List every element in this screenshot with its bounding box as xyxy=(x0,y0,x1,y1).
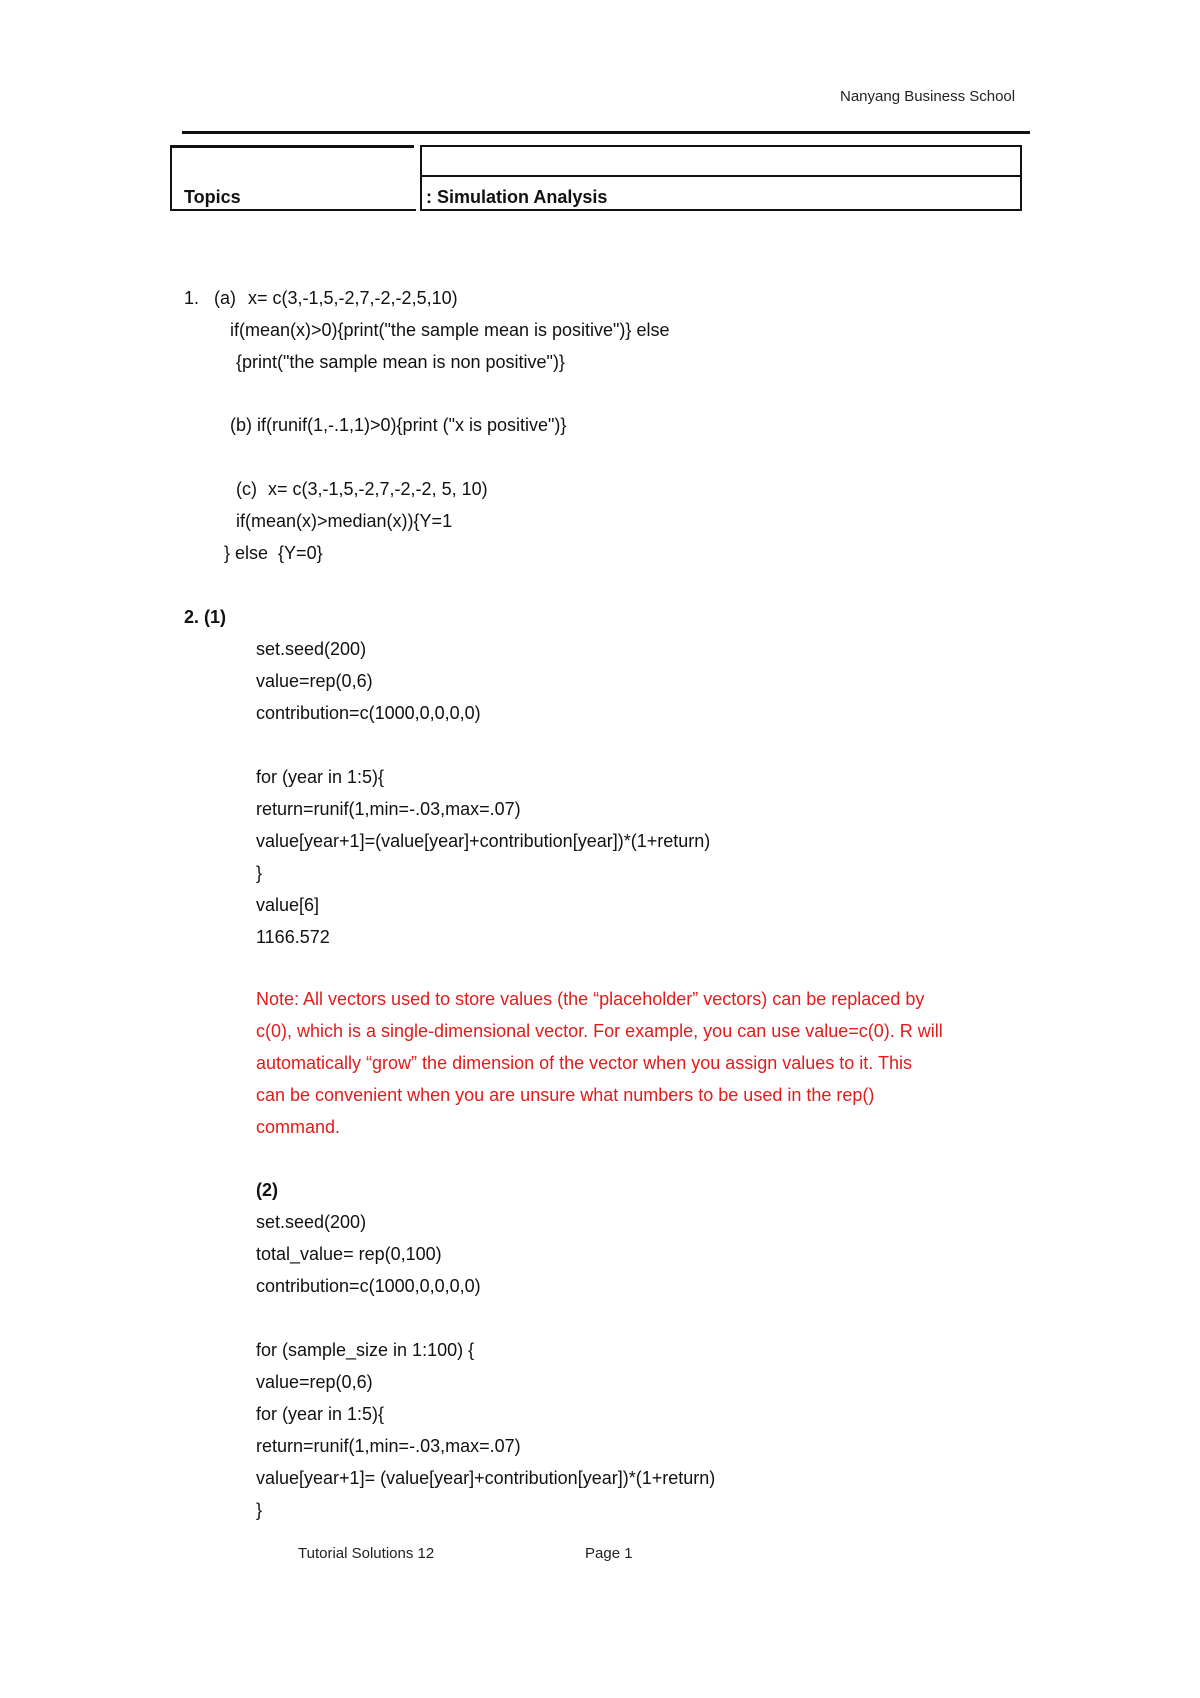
q2p2-line: return=runif(1,min=-.03,max=.07) xyxy=(256,1436,521,1456)
q2note-line: command. xyxy=(256,1117,341,1137)
q2-part2-label: (2) xyxy=(256,1180,278,1200)
topic-table xyxy=(170,145,1022,211)
footer-page-label: Page 1 xyxy=(585,1545,633,1562)
q2note-line: Note: All vectors used to store values (the “placeholder” vectors) can be replaced by xyxy=(256,989,925,1009)
q1-c-line3: } else {Y=0} xyxy=(224,543,323,563)
q1-b-line1: (b) if(runif(1,-.1,1)>0){print ("x is positive")} xyxy=(230,415,567,435)
q2p1-line: return=runif(1,min=-.03,max=.07) xyxy=(256,799,521,819)
q1-c-line2: if(mean(x)>median(x)){Y=1 xyxy=(236,511,453,531)
header-school-name: Nanyang Business School xyxy=(840,88,1016,105)
q2p1-line: for (year in 1:5){ xyxy=(256,767,385,787)
q1-c-line1: x= c(3,-1,5,-2,7,-2,-2, 5, 10) xyxy=(268,479,488,499)
q2p2-line: } xyxy=(256,1500,263,1520)
q2p2-line: value=rep(0,6) xyxy=(256,1372,373,1392)
topics-value: : Simulation Analysis xyxy=(426,187,608,207)
q2p2-line: total_value= rep(0,100) xyxy=(256,1244,442,1264)
q2p1-line: 1166.572 xyxy=(256,927,330,947)
q2p1-line: value[6] xyxy=(256,895,320,915)
q1-a-line2: if(mean(x)>0){print("the sample mean is positive")} else xyxy=(230,320,670,340)
q2note-line: can be convenient when you are unsure what numbers to be used in the rep() xyxy=(256,1085,875,1105)
q2p2-line: contribution=c(1000,0,0,0,0) xyxy=(256,1276,481,1296)
q2p2-line: for (sample_size in 1:100) { xyxy=(256,1340,475,1360)
q2note-line: automatically “grow” the dimension of the vector when you assign values to it. This xyxy=(256,1053,912,1073)
q2p1-line: value[year+1]=(value[year]+contribution[year])*(1+return) xyxy=(256,831,711,851)
q2p1-line: } xyxy=(256,863,263,883)
q2-number: 2. (1) xyxy=(184,607,227,627)
q2p1-line: set.seed(200) xyxy=(256,639,367,659)
table-bottom-border-left xyxy=(170,209,416,211)
q1-a-line1: x= c(3,-1,5,-2,7,-2,-2,5,10) xyxy=(248,288,458,308)
q2p2-line: set.seed(200) xyxy=(256,1212,367,1232)
table-inner-line xyxy=(422,175,1020,177)
q1-a-label: (a) xyxy=(214,288,236,308)
header-rule xyxy=(182,131,1030,134)
q1-c-label: (c) xyxy=(236,479,257,499)
table-top-border-left xyxy=(170,145,414,148)
footer-doc-title: Tutorial Solutions 12 xyxy=(298,1545,435,1562)
q1-a-line3: {print("the sample mean is non positive")} xyxy=(236,352,565,372)
q2p1-line: contribution=c(1000,0,0,0,0) xyxy=(256,703,481,723)
q2p2-line: for (year in 1:5){ xyxy=(256,1404,385,1424)
table-left-border xyxy=(170,145,172,211)
q2p1-line: value=rep(0,6) xyxy=(256,671,373,691)
topics-label: Topics xyxy=(184,187,241,207)
q2p2-line: value[year+1]= (value[year]+contribution[year])*(1+return) xyxy=(256,1468,716,1488)
q1-number: 1. xyxy=(184,288,200,308)
q2note-line: c(0), which is a single-dimensional vector. For example, you can use value=c(0). R will xyxy=(256,1021,943,1041)
